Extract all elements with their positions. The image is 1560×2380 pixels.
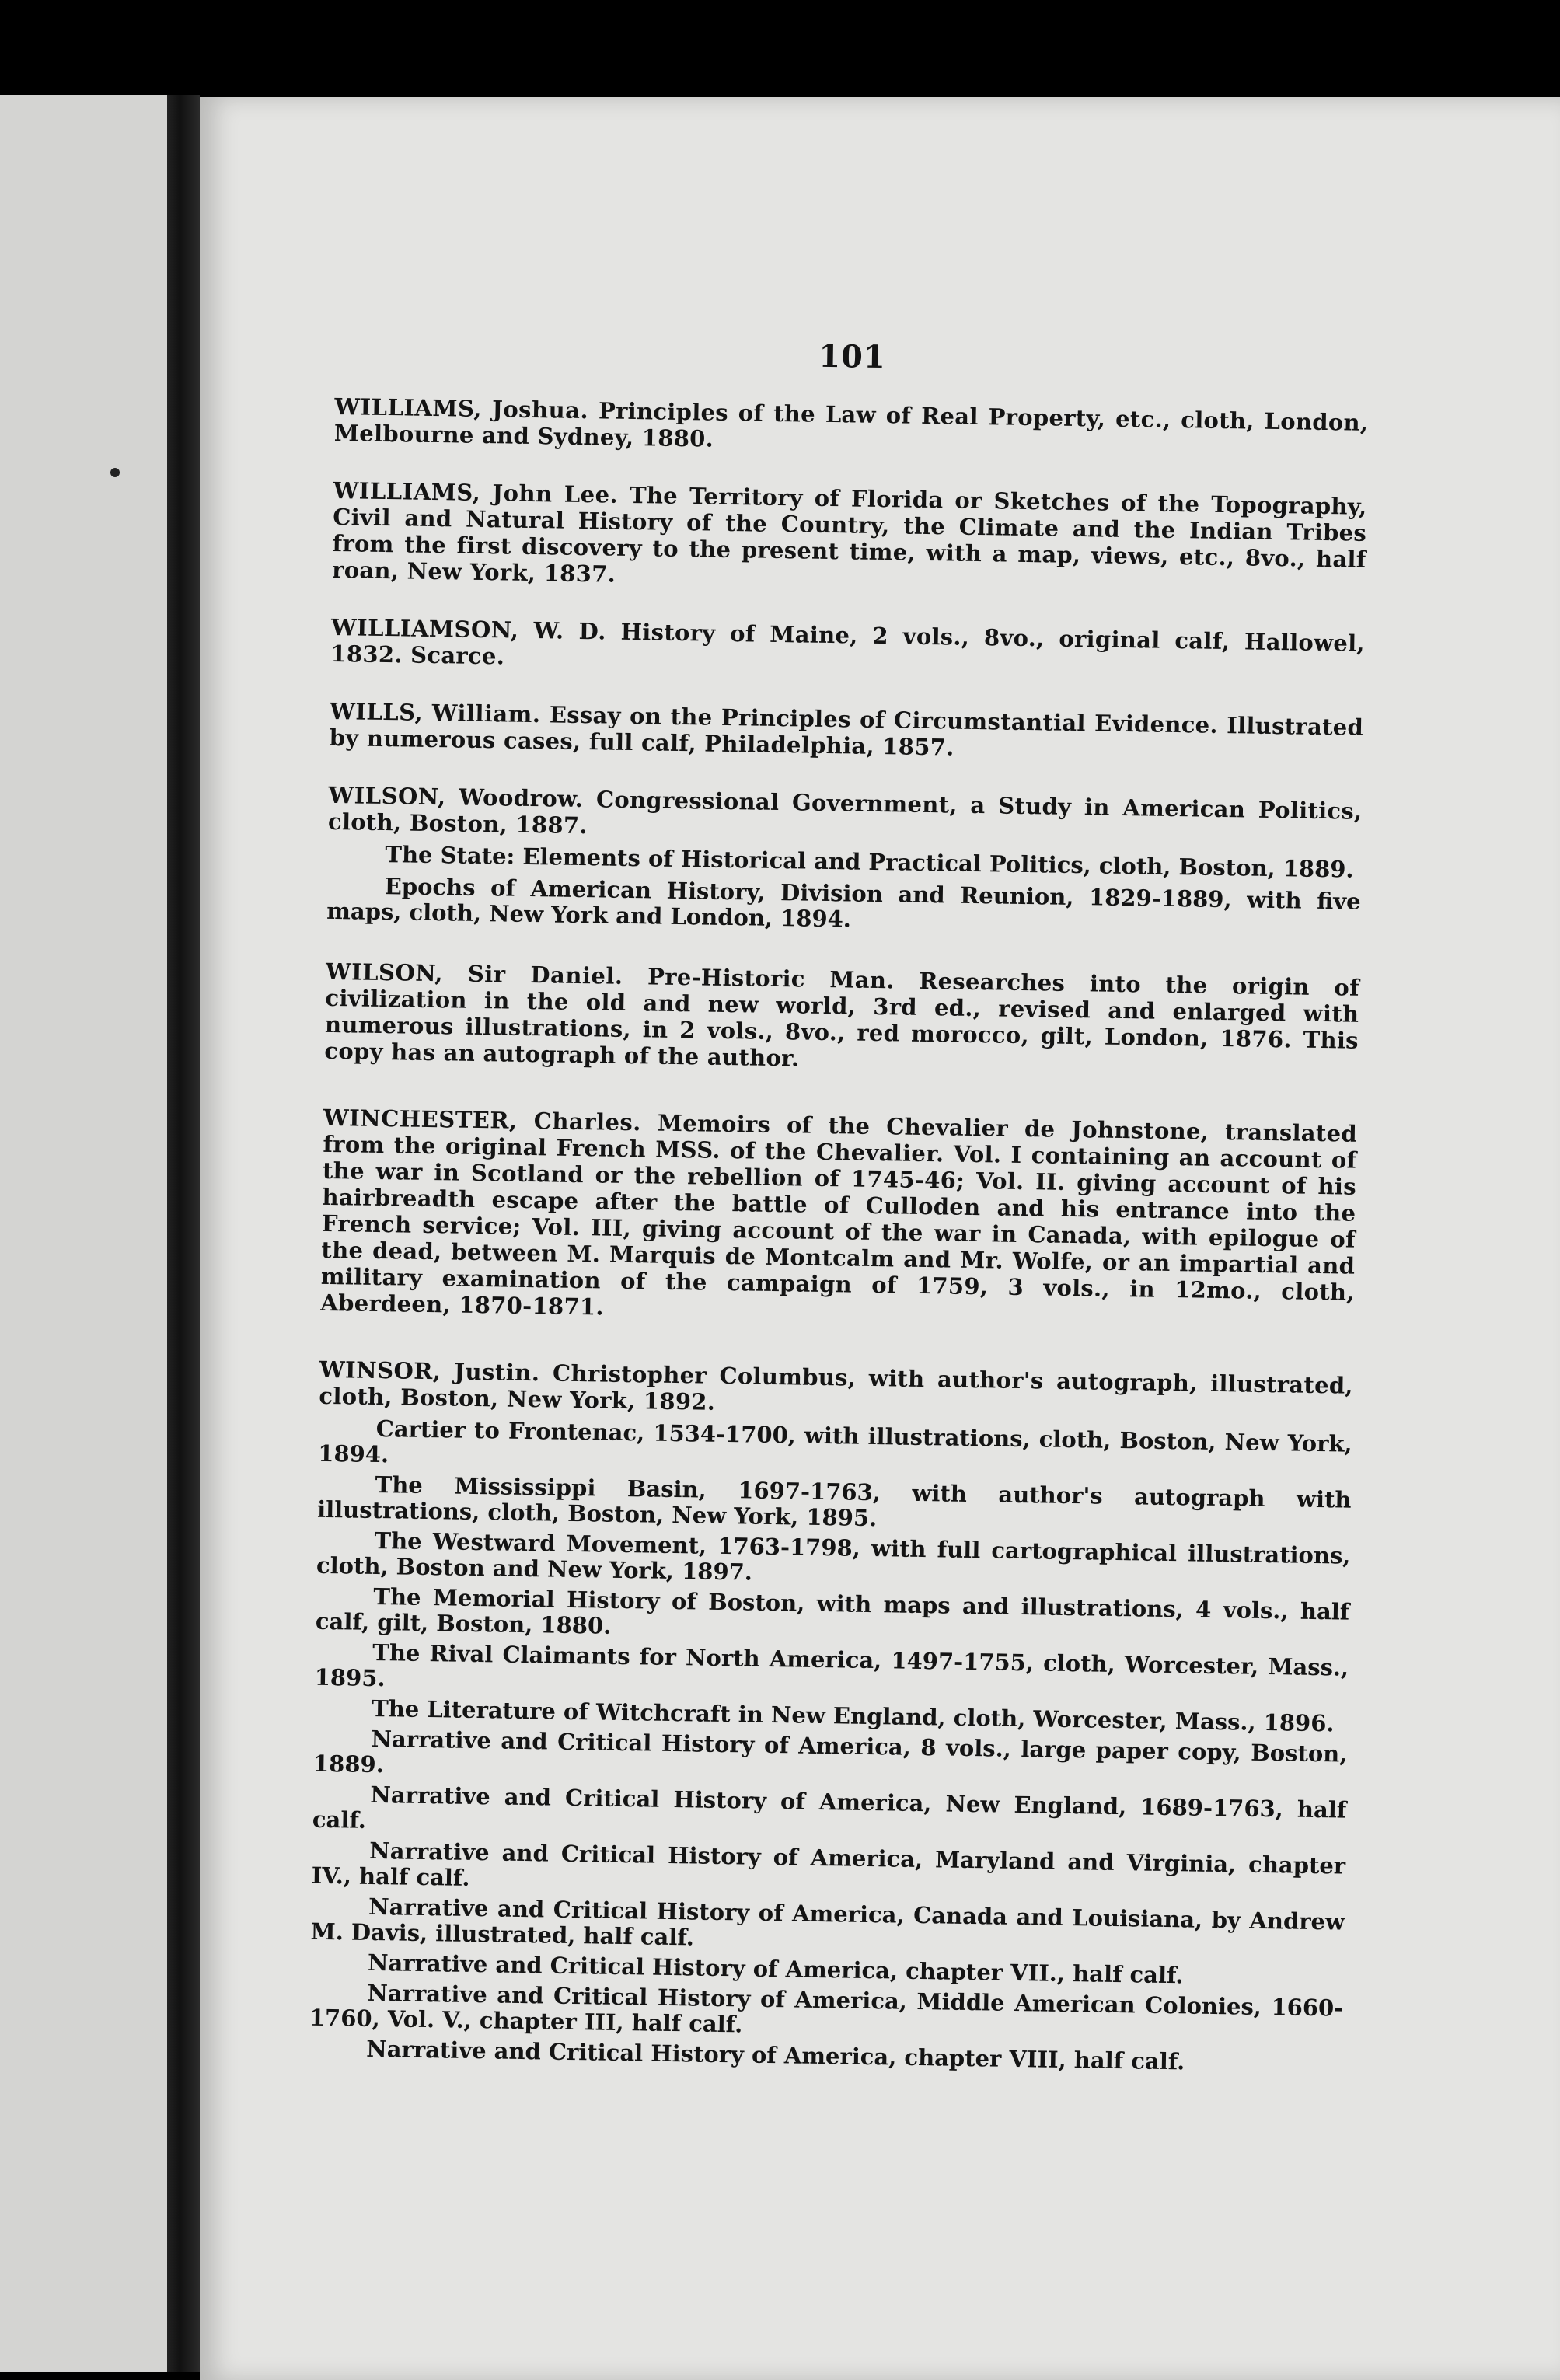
entry-author: WILLS, William. [330, 697, 541, 728]
entry-williams-joshua [334, 393, 1369, 462]
sub-entry: The Rival Claimants for North America, 1497-1755, cloth, Worcester, Mass., 1895. [314, 1638, 1349, 1692]
sub-entry: The Memorial History of Boston, with maps and illustrations, 4 vols., half calf, gilt, Boston, 1880. [315, 1583, 1350, 1639]
entry-wills [330, 698, 1364, 767]
entry-winchester [320, 1105, 1357, 1332]
entry-text: Christopher Columbus, with author's autograph, illustrated, cloth, Boston, New York, 1892. [319, 1359, 1354, 1415]
entry-text: Memoirs of the Chevalier de Johnstone, translated from the original French MSS. of the Chevalier. Vol. I containing an account of the war in Scotland or the rebellion of 1745-46; Vol. II. giving account of his hairbreadth escape after the battle of Culloden and his entrance into the French service; Vol. III, giving account of the war in Canada, with epilogue of the dead, between M. Marquis de Montcalm and Mr. Wolfe, or an impartial and military examination of the campaign of 1759, 3 vols., in 12mo., cloth, Aberdeen, 1870-1871. [320, 1109, 1358, 1321]
sub-entry: Epochs of American History, Division and Reunion, 1829-1889, with five maps, cloth, New York and London, 1894. [326, 873, 1361, 933]
page-speck [110, 468, 120, 477]
sub-entry: The Literature of Witchcraft in New England, cloth, Worcester, Mass., 1896. [371, 1694, 1335, 1737]
entry-text: The Territory of Florida or Sketches of the Topography, Civil and Natural History of the Country, the Climate and the Indian Tribes from the first discovery to the present time, with a map, views, etc., 8vo., half roan, New York, 1837. [331, 481, 1367, 588]
page-content [308, 330, 1370, 2112]
entry-text: Essay on the Principles of Circumstantial Evidence. Illustrated by numerous cases, full calf, Philadelphia, 1857. [329, 701, 1364, 761]
entry-text: Pre-Historic Man. Researches into the origin of civilization in the old and new world, 3rd ed., revised and enlarged with numerous illustrations, in 2 vols., 8vo., red morocco, gilt, London, 1876. This copy has an autograph of the author. [324, 963, 1360, 1072]
entry-group-wilson-woodrow [326, 782, 1363, 940]
sub-entry: The Mississippi Basin, 1697-1763, with author's autograph with illustrations, cloth, Boston, New York, 1895. [316, 1471, 1352, 1532]
entry-wilson-daniel [324, 958, 1359, 1080]
entry-text: Principles of the Law of Real Property, etc., cloth, London, Melbourne and Sydney, 1880. [333, 397, 1369, 452]
entry-group-winsor [309, 1356, 1353, 2078]
sub-entry: Narrative and Critical History of America, Canada and Louisiana, by Andrew M. Davis, illustrated, half calf. [310, 1893, 1345, 1951]
sub-entry: Narrative and Critical History of America, Middle American Colonies, 1660-1760, Vol. V., chapter III, half calf. [309, 1979, 1344, 2038]
sub-entry: Narrative and Critical History of America, chapter VII., half calf. [367, 1949, 1184, 1989]
sub-entry: Narrative and Critical History of America, chapter VIII, half calf. [366, 2035, 1185, 2075]
entry-williamson [330, 614, 1365, 683]
entry-author: WINCHESTER, Charles. [323, 1104, 642, 1136]
entry-author: WINSOR, Justin. [319, 1356, 540, 1387]
entry-author: WILSON, Woodrow. [328, 781, 584, 813]
sub-entry: Narrative and Critical History of America, Maryland and Virginia, chapter IV., half calf. [311, 1837, 1346, 1891]
entry-wilson-woodrow [328, 782, 1363, 851]
sub-entry: Narrative and Critical History of America, 8 vols., large paper copy, Boston, 1889. [312, 1725, 1348, 1778]
entry-text: Congressional Government, a Study in American Politics, cloth, Boston, 1887. [327, 786, 1363, 839]
sub-entry: Narrative and Critical History of America, New England, 1689-1763, half calf. [312, 1781, 1347, 1834]
entry-williams-john-lee [332, 477, 1367, 599]
page-number: 101 [818, 337, 887, 376]
entry-text: History of Maine, 2 vols., 8vo., original calf, Hallowel, 1832. Scarce. [330, 618, 1366, 670]
entry-winsor [319, 1356, 1353, 1426]
book-gutter [167, 95, 200, 2372]
entry-author: WILLIAMSON, W. D. [330, 613, 607, 645]
sub-entry: Cartier to Frontenac, 1534-1700, with illustrations, cloth, Boston, New York, 1894. [318, 1415, 1352, 1468]
entry-author: WILLIAMS, Joshua. [334, 393, 589, 424]
entry-author: WILLIAMS, John Lee. [333, 476, 619, 508]
entry-author: WILSON, Sir Daniel. [325, 958, 623, 989]
right-page [200, 97, 1560, 2380]
sub-entry: The State: Elements of Historical and Practical Politics, cloth, Boston, 1889. [385, 841, 1354, 883]
left-page-edge [0, 95, 167, 2372]
sub-entry: The Westward Movement, 1763-1798, with full cartographical illustrations, cloth, Boston and New York, 1897. [316, 1527, 1351, 1586]
